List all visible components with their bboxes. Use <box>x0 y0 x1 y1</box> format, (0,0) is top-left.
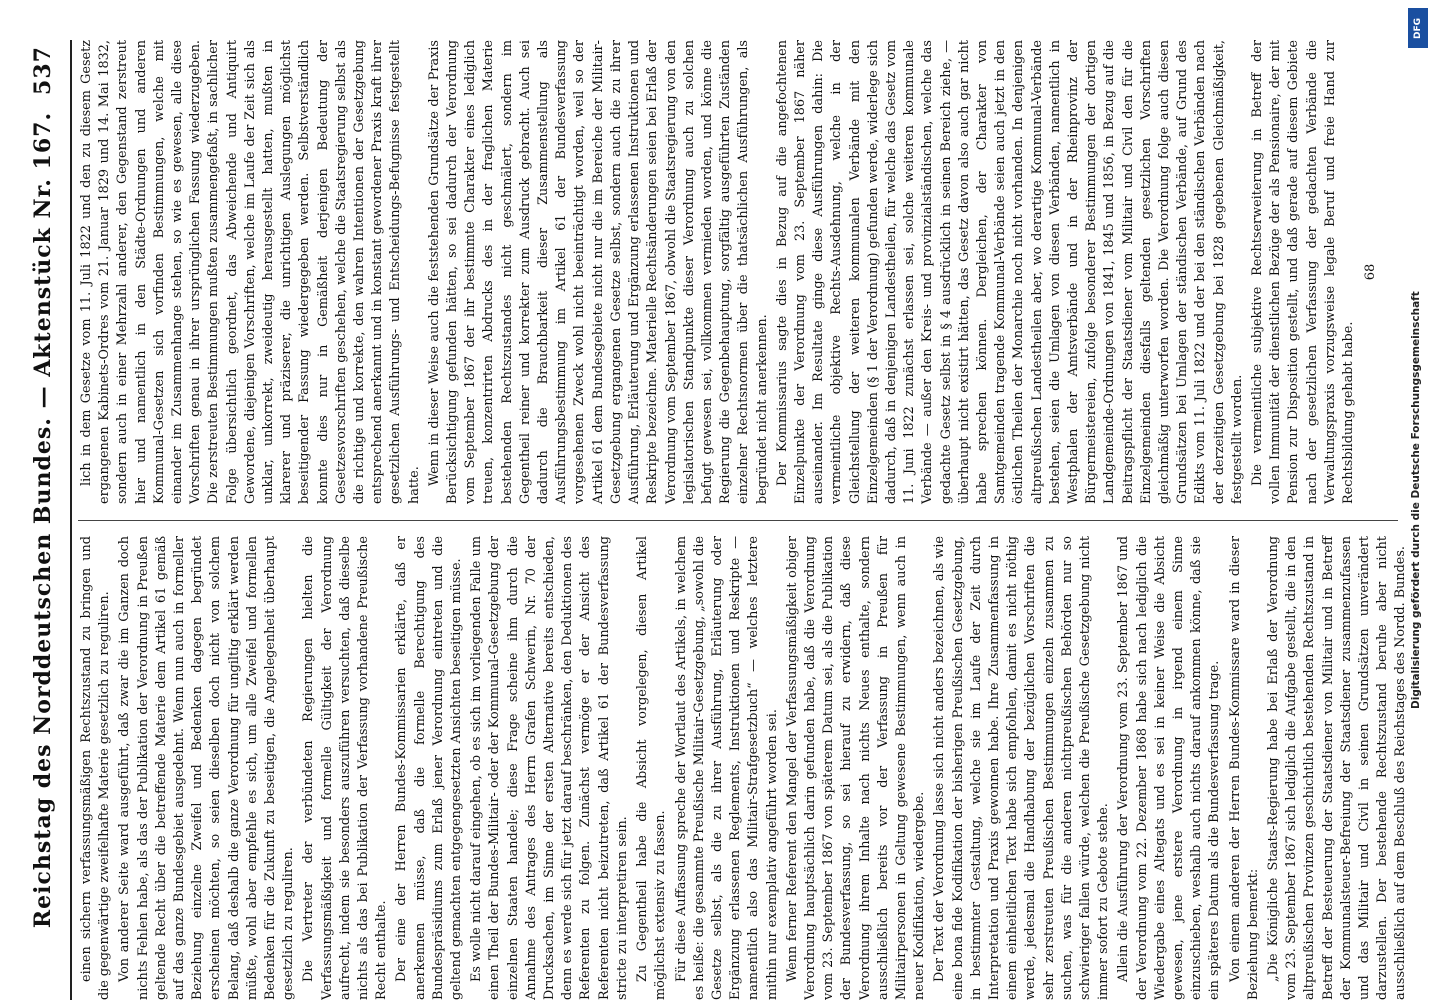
left-column <box>78 536 1409 1000</box>
paragraph: Wenn in dieser Weise auch die feststehenden Grundsätze der Praxis Berücksichtigung gefunden hätten, so sei dadurch der Verordnung vom September 1867 der ihr bestimmte Charakter eines lediglich treuen, konzentrirten Abdrucks des in der fraglichen Materie bestehenden Rechtszustandes nicht geschmälert, sondern im Gegentheil reiner und korrekter zum Ausdruck gebracht. Auch sei dadurch die Brauchbarkeit dieser Zusammenstellung als Ausführungsbestimmung im Artikel 61 der Bundesverfassung vorgesehenen Zweck wohl nicht beeinträchtigt worden, weil so der Artikel 61 dem Bundesgebiete nicht nur die im Bereiche der Militair-Gesetzgebung ergangenen Gesetze selbst, sondern auch die zu ihrer Ausführung, Erläuterung und Ergänzung erlassenen Instruktionen und Reskripte bezeichne. Materielle Rechtsänderungen seien bei Erlaß der Verordnung vom September 1867, obwohl die Staatsregierung von den legislatorischen Standpunkte dieser Verordnung auch zu solchen befugt gewesen sei, vollkommen vermieden worden, und könne die Regierung die Gegenbehauptung, sorgfältig ausgeführten Zuständen einzelner Rechtsnormen über die thatsächlichen Ausführungen, als begründet nicht anerkennen. <box>426 40 770 504</box>
page-header <box>26 40 72 1000</box>
page-number: 537 <box>30 46 56 95</box>
digitization-note: Digitalisierung gefördert durch die Deutsche Forschungsgemeinschaft <box>1410 291 1422 709</box>
right-column <box>78 40 1398 504</box>
page-title: Reichstag des Norddeutschen Bundes. — Aktenstück Nr. 167. <box>30 111 56 929</box>
paragraph: „Die Königliche Staats-Regierung habe bei Erlaß der Verordnung vom 23. September 1867 sich lediglich die Aufgabe gestellt, die in den altpreußischen Provinzen geschichtlich bestehenden Rechtszustand in Betreff der Besteuerung der Staatsdiener von Militair und in Betreff der Kommunalsteuer-Befreiung der Staatsdiener zusammenzufassen und das Militair und Civil in seinen Grundsätzen unverändert darzustellen. Der bestehende Rechtszustand beruhe aber nicht ausschließlich auf dem Beschluß des Reichstages des Nordd. Bundes. <box>1266 536 1409 1000</box>
paragraph: Der Kommissarius sagte dies in Bezug auf die angefochtenen Einzelpunkte der Verordnung vom 23. September 1867 näher auseinander. Im Resultate ginge diese Ausführungen dahin: Die vermeintliche objektive Rechts-Ausdehnung, welche in der Gleichstellung der weiteren kommunalen Verbände mit den Einzelgemeinden (§ 1 der Verordnung) gefunden werde, widerlege sich dadurch, daß in denjenigen Landestheilen, für welche das Gesetz vom 11. Juni 1822 zunächst erlassen sei, solche weiteren kommunale Verbände — außer den Kreis- und provinzialständischen, welche das gedachte Gesetz selbst in § 4 ausdrücklich in seinen Bereich ziehe, — überhaupt nicht existirt hätten, das Gesetz davon also auch gar nicht habe sprechen können. Dergleichen, der Charakter von Samtgemeinden tragende Kommunal-Verbände seien auch jetzt in den östlichen Theilen der Monarchie noch nicht vorhanden. In denjenigen altpreußischen Landestheilen aber, wo derartige Kommunal-Verbände bestehen, seien die Umlagen von diesen Verbänden, namentlich in Westphalen der Amtsverbände und in der Rheinprovinz der Bürgermeistereien, zufolge besonderer Bestimmungen der dortigen Landgemeinde-Ordnungen von 1841, 1845 und 1856, in Bezug auf die Beitragspflicht der Staatsdiener vom Militair und Civil den für die Einzelgemeinden diesfalls geltenden gesetzlichen Vorschriften gleichmäßig unterworfen worden. Die Verordnung folge auch diesen Grundsätzen bei Umlagen der ständischen Verbände, auf Grund des Edikts vom 11. Juli 1822 und der bei den ständischen Verbänden nach der derzeitigen Gesetzgebung bei 1828 gegebenen Gleichmäßigkeit, festgestellt worden. <box>774 40 1245 504</box>
paragraph: Für diese Auffassung spreche der Wortlaut des Artikels, in welchem es heiße: die gesammte Preußische Militair-Gesetzgebung, „sowohl die Gesetze selbst, als die zu ihrer Ausführung, Erläuterung oder Ergänzung erlassenen Reglements, Instruktionen und Reskripte — namentlich also das Militair-Strafgesetzbuch“ — welches letztere mithin nur exemplativ angeführt worden sei. <box>673 536 780 1000</box>
column-divider <box>78 520 1398 521</box>
paragraph: Von anderer Seite ward ausgeführt, daß zwar die im Ganzen doch nichts Fehlen habe, als das der Publikation der Verordnung in Preußen geltende Recht über die betreffende Materie dem Artikel 61 gemäß auf das ganze Bundesgebiet ausgedehnt. Wenn nun auch in formeller Beziehung einzelne Zweifel und Bedenken dagegen begründet erscheinen möchten, so seien dieselben doch nicht von solchem Belang, daß deshalb die ganze Verordnung für ungiltig erklärt werden müßte, wohl aber empfehle es sich, um alle Zweifel und formellen Bedenken für die Zukunft zu beseitigen, die Angelegenheit überhaupt gesetzlich zu reguliren. <box>117 536 297 1000</box>
paragraph: Die Vertreter der verbündeten Regierungen hielten die Verfassungsmäßigkeit und formelle Gültigkeit der Verordnung aufrecht, indem sie besonders auszuführen versuchten, daß dieselbe nichts als das bei Publikation der Verfassung vorhandene Preußische Recht enthalte. <box>301 536 390 1000</box>
paragraph: Der Text der Verordnung lasse sich nicht anders bezeichnen, als wie eine bona fide Kodifikation der bisherigen Preußischen Gesetzgebung, in bestimmter Gestaltung, welche sie im Laufe der Zeit durch Interpretation und Praxis gewonnen habe. Ihre Zusammenfassung in einem einheitlichen Text habe sich empfohlen, damit es nicht nöthig werde, jedesmal die Handhabung der bezüglichen Vorschriften die sehr zerstreuten Preußischen Bestimmungen einzeln zusammen zu suchen, was für die anderen nichtpreußischen Behörden nur so schwieriger fallen würde, welchen die Preußische Gesetzgebung nicht immer sofort zu Gebote stehe. <box>932 536 1112 1000</box>
paragraph: Von einem anderen der Herren Bundes-Kommissare ward in dieser Beziehung bemerkt: <box>1227 536 1261 1000</box>
paragraph: lich in dem Gesetze vom 11. Juli 1822 und den zu diesem Gesetz ergangenen Kabinets-Ordres vom 21. Januar 1829 und 14. Mai 1832, sondern auch in einer Mehrzahl anderer, den Gegenstand zerstreut hier und namentlich in den Städte-Ordnungen und anderen Kommunal-Gesetzen sich vorfinden Bestimmungen, welche mit einander im Zusammenhange stehen, so wie es gewesen, alle diese Vorschriften genau in ihrer ursprünglichen Fassung wiederzugeben. Die zerstreuten Bestimmungen mußten zusammengefaßt, in sachlicher Folge übersichtlich geordnet, das Abweichende und Antiquirt Gewordene, diejenigen Vorschriften, welche im Laufe der Zeit sich als unklar, unkorrekt, zweideutig herausgestellt hatten, mußten in klarerer und präziserer, die unrichtigen Auslegungen möglichst beseitigender Fassung wiedergegeben werden. Selbstverständlich konnte dies nur in Gemäßheit derjenigen Bedeutung der Gesetzesvorschriften geschehen, welche die Staatsregierung selbst als die richtige und korrekte, den wahren Intentionen der Gesetzgebung entsprechend anerkannt und in konstant gewordener Praxis kraft ihrer gesetzlichen Ausführungs- und Entscheidungs-Befugnisse festgestellt hatte. <box>79 40 422 504</box>
signature-mark: 68 <box>1363 263 1378 281</box>
paragraph: Es wolle nicht darauf eingehen, ob es sich im vorliegenden Falle um einen Theil der Bundes-Militair- oder der Kommunal-Gesetzgebung der einzelnen Staaten handele; diese Frage scheine ihm durch die Annahme des Antrages des Herrn Grafen Schwerin, Nr. 70 der Drucksachen, im Sinne der ersten Alternative bereits entschieden, denn es werde sich für jetzt darauf beschränken, den Deduktionen des Referenten zu folgen. Zunächst vermöge er der Ansicht des Referenten nicht beizutreten, daß Artikel 61 der Bundesverfassung stricte zu interpretiren sein. <box>469 536 630 1000</box>
text-columns <box>78 40 1409 1000</box>
dfg-logo: DFG <box>1408 8 1428 48</box>
paragraph: Der eine der Herren Bundes-Kommissarien erklärte, daß er anerkennen müsse, daß die formelle Berechtigung des Bundespräsidiums zum Erlaß jener Verordnung eintreten und die geltend gemachten entgegengesetzten Ansichten beseitigen müsse. <box>394 536 465 1000</box>
paragraph: Zu Gegentheil habe die Absicht vorgelegen, diesen Artikel möglichst extensiv zu fassen. <box>635 536 669 1000</box>
paragraph: einen sichern verfassungsmäßigen Rechtszustand zu bringen und die gegenwärtige zweifelhafte Materie gesetzlich zu reguliren. <box>79 536 113 1000</box>
paragraph: Allein die Ausführung der Verordnung vom 23. September 1867 und der Verordnung vom 22. Dezember 1868 habe sich nach lediglich die Wiedergabe eines Altegats und es sei in keiner Weise die Absicht gewesen, jene erstere Verordnung in irgend einem Sinne einzuschieben, weshalb auch nichts darauf ankommen könne, daß sie ein späteres Datum als die Bundesverfassung trage. <box>1116 536 1223 1000</box>
rotated-page-content <box>26 40 1409 1000</box>
paragraph: Wenn ferner Referent den Mangel der Verfassungsmäßigkeit obiger Verordnung hauptsächlich darin gefunden habe, daß die Verordnung vom 23. September 1867 von späterem Datum sei, als die Publikation der Bundesverfassung, so sei hierauf zu erwidern, daß diese Verordnung ihrem Inhalte nach nichts Neues enthalte, sondern ausschließlich bereits vor der Verfassung in Preußen für Militairpersonen in Geltung gewesene Bestimmungen, wenn auch in neuer Kodifikation, wiedergebe. <box>784 536 928 1000</box>
paragraph: Die vermeintliche subjektive Rechtserweiterung in Betreff der vollen Immunität der dienstlichen Bezüge der als Pensionaire, der mit Pension zur Disposition gestellt, und daß gerade auf diesem Gebiete nach der gesetzlichen Verfassung der gedachten Verbände die Verwaltungspraxis vorzugsweise legale Beruf und freie Hand zur Rechtsbildung gehabt habe. <box>1250 40 1357 504</box>
